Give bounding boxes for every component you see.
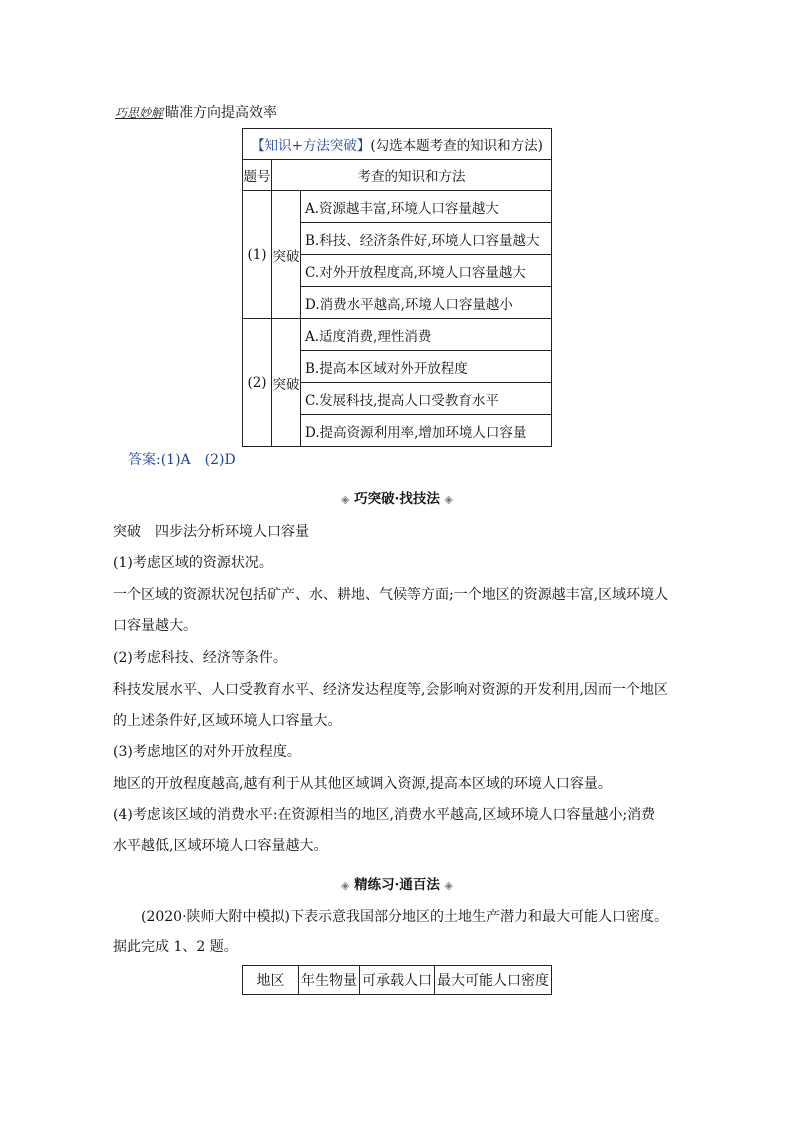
step-1-text-b: 口容量越大。 (113, 618, 197, 634)
table2-header-capacity: 可承载人口 (360, 966, 435, 995)
step-3-text: 地区的开放程度越高,越有利于从其他区域调入资源,提高本区域的环境人口容量。 (113, 776, 612, 792)
header-title: 瞄准方向提高效率 (165, 105, 278, 121)
knowledge-title-bracket: 【知识+方法突破】 (251, 138, 371, 154)
diamond-left-icon-2: ◈ (340, 879, 350, 892)
answer-line: 答案:(1)A (2)D (128, 452, 236, 468)
step-1-heading: (1)考虑区域的资源状况。 (113, 555, 273, 571)
step-1-text-a: 一个区域的资源状况包括矿产、水、耕地、气候等方面;一个地区的资源越丰富,区域环境人 (113, 587, 669, 603)
row2-option-a: A.适度消费,理性消费 (301, 319, 552, 351)
step-2-text-a: 科技发展水平、人口受教育水平、经济发达程度等,会影响对资源的开发利用,因而一个地区 (113, 682, 668, 698)
row1-option-b: B.科技、经济条件好,环境人口容量越大 (301, 223, 552, 255)
diamond-left-icon: ◈ (340, 493, 350, 506)
row2-type: 突破 (272, 319, 301, 447)
exercise-intro-2: 据此完成 1、2 题。 (113, 939, 238, 955)
table2-header-max-density: 最大可能人口密度 (435, 966, 552, 995)
row2-option-c: C.发展科技,提高人口受教育水平 (301, 383, 552, 415)
knowledge-table-title (243, 129, 552, 160)
row2-no: (2) (243, 319, 272, 447)
exercise-intro-1: (2020·陕师大附中模拟)下表示意我国部分地区的土地生产潜力和最大可能人口密度。 (141, 909, 669, 925)
step-4-text-a: (4)考虑该区域的消费水平:在资源相当的地区,消费水平越高,区域环境人口容量越小;消费 (113, 807, 656, 823)
knowledge-title-rest: (勾选本题考查的知识和方法) (370, 138, 543, 154)
row2-option-b: B.提高本区域对外开放程度 (301, 351, 552, 383)
row1-option-c: C.对外开放程度高,环境人口容量越大 (301, 255, 552, 287)
section-header (115, 102, 277, 122)
row1-type: 突破 (272, 191, 301, 319)
step-2-text-b: 的上述条件好,区域环境人口容量大。 (113, 713, 342, 729)
section-title-2-text: 精练习·通百法 (354, 877, 440, 893)
row1-option-d: D.消费水平越高,环境人口容量越小 (301, 287, 552, 319)
col-header-content: 考查的知识和方法 (272, 160, 552, 191)
data-table (242, 965, 552, 995)
step-2-heading: (2)考虑科技、经济等条件。 (113, 650, 287, 666)
section-title-2 (0, 873, 794, 893)
col-header-no: 题号 (243, 160, 272, 191)
step-4-text-b: 水平越低,区域环境人口容量越大。 (113, 838, 328, 854)
section-title-1-text: 巧突破·找技法 (354, 491, 440, 507)
step-3-heading: (3)考虑地区的对外开放程度。 (113, 744, 301, 760)
section-title-1 (0, 487, 794, 507)
diamond-right-icon: ◈ (444, 493, 454, 506)
row1-no: (1) (243, 191, 272, 319)
method-subtitle: 突破 四步法分析环境人口容量 (113, 524, 309, 540)
row1-option-a: A.资源越丰富,环境人口容量越大 (301, 191, 552, 223)
knowledge-table (242, 128, 552, 447)
table2-header-biomass: 年生物量 (299, 966, 360, 995)
row2-option-d: D.提高资源利用率,增加环境人口容量 (301, 415, 552, 447)
table2-header-region: 地区 (243, 966, 299, 995)
diamond-right-icon-2: ◈ (444, 879, 454, 892)
header-badge: 巧思妙解 (115, 106, 164, 120)
